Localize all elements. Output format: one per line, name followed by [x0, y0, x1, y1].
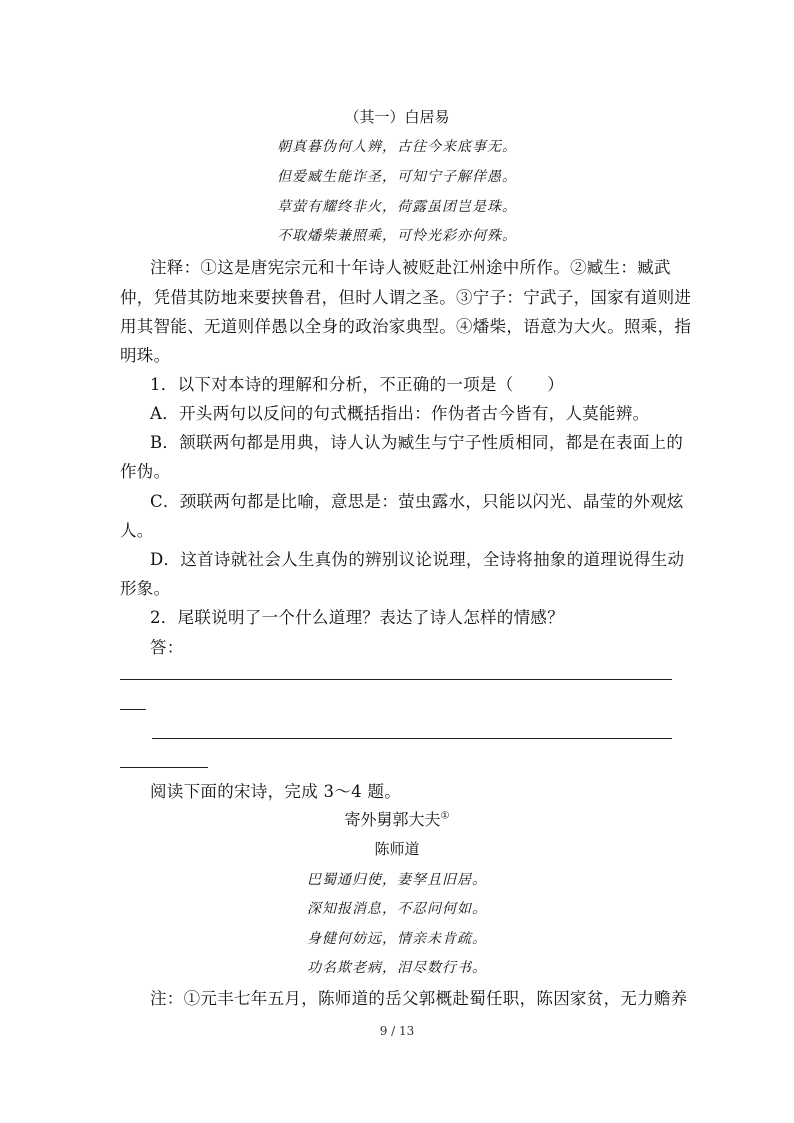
poem1-line-2: 但爱臧生能诈圣，可知宁子解佯愚。	[277, 169, 517, 185]
poem1-title: （其一）白居易	[344, 108, 450, 126]
question1-option-a: A．开头两句以反问的句式概括指出：作伪者古今皆有，人莫能辨。	[150, 404, 650, 423]
section2-line-4: 功名欺老病，泪尽数行书。	[307, 960, 487, 976]
question1-option-b: B．颔联两句都是用典，诗人认为臧生与宁子性质相同，都是在表面上的	[150, 433, 684, 452]
section2-title-note: ①	[440, 810, 450, 822]
poem1-line-4: 不取燔柴兼照乘，可怜光彩亦何殊。	[277, 228, 517, 244]
notes1-line-3: 用其智能、无道则佯愚以全身的政治家典型。④燔柴，语意为大火。照乘，指	[120, 317, 692, 336]
section2-line-2: 深知报消息，不忍问何如。	[307, 901, 487, 917]
question1-option-c-cont: 人。	[120, 521, 154, 540]
question1-option-b-cont: 作伪。	[120, 462, 171, 481]
question2-answer-label: 答：	[150, 638, 184, 657]
answer-line-1-tail[interactable]	[120, 709, 146, 710]
section2-intro: 阅读下面的宋诗，完成 3～4 题。	[150, 782, 402, 801]
section2-line-3: 身健何妨远，情亲未肯疏。	[307, 931, 487, 947]
answer-line-2-tail[interactable]	[120, 767, 208, 768]
poem1-line-3: 草萤有耀终非火，荷露虽团岂是珠。	[277, 199, 517, 215]
section2-author: 陈师道	[374, 840, 420, 858]
notes1-line-1: 注释：①这是唐宪宗元和十年诗人被贬赴江州途中所作。②臧生：臧武	[150, 258, 671, 277]
answer-line-1[interactable]	[120, 679, 672, 680]
page-number: 9 / 13	[379, 1024, 415, 1038]
question1-option-d-cont: 形象。	[120, 579, 171, 598]
question1-stem: 1．以下对本诗的理解和分析，不正确的一项是（ ）	[150, 375, 564, 394]
question1-option-c: C．颈联两句都是比喻，意思是：萤虫露水，只能以闪光、晶莹的外观炫	[150, 492, 684, 511]
section2-title-wrap	[0, 807, 794, 830]
section2-line-1: 巴蜀通归使，妻孥且旧居。	[307, 872, 487, 888]
question2-stem: 2．尾联说明了一个什么道理？表达了诗人怎样的情感？	[150, 608, 564, 627]
notes1-line-2: 仲，凭借其防地来要挟鲁君，但时人谓之圣。③宁子：宁武子，国家有道则进	[120, 288, 692, 307]
section2-title: 寄外舅郭大夫	[344, 810, 441, 829]
notes1-line-4: 明珠。	[120, 346, 171, 365]
poem1-line-1: 朝真暮伪何人辨，古往今来底事无。	[277, 139, 517, 155]
answer-line-2[interactable]	[152, 738, 672, 739]
question1-option-d: D．这首诗就社会人生真伪的辨别议论说理，全诗将抽象的道理说得生动	[150, 550, 685, 569]
section2-note: 注：①元丰七年五月，陈师道的岳父郭概赴蜀任职，陈因家贫，无力赡养	[150, 989, 688, 1008]
